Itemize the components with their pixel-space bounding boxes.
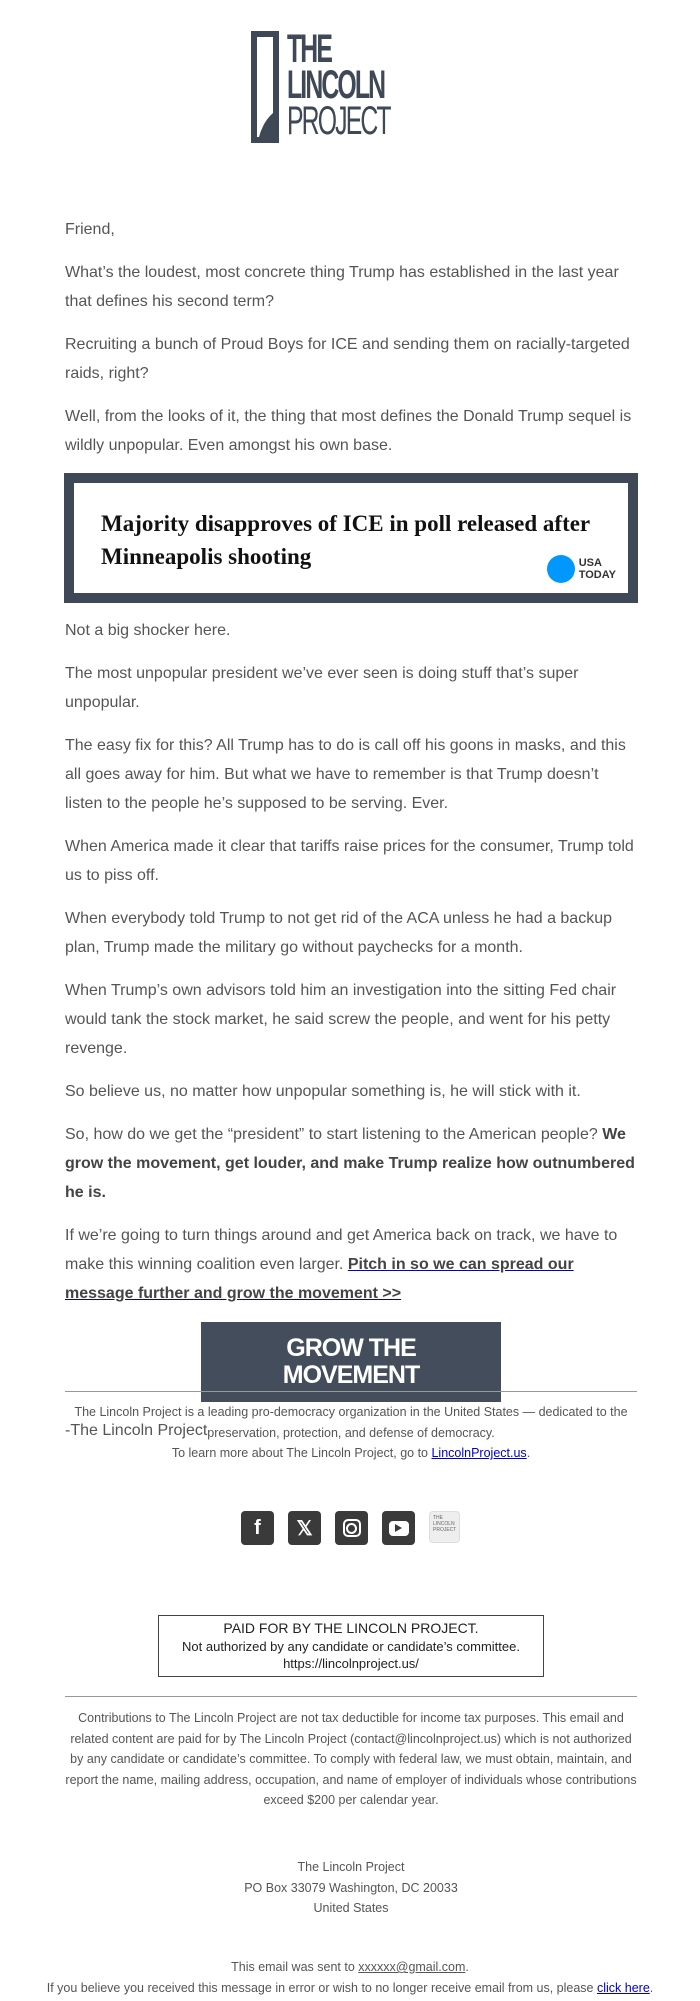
paragraph: What’s the loudest, most concrete thing Trump has established in the last year that defines his second term? [65,264,619,310]
paragraph: So believe us, no matter how unpopular something is, he will stick with it. [65,1083,581,1100]
unsubscribe-section: This email was sent to xxxxxx@gmail.com. If you believe you received this message in error or wish to no longer receive email from us, please click here. [46,1960,654,1995]
contributions-disclaimer: Contributions to The Lincoln Project are not tax deductible for income tax purposes. This email and related content are paid for by The Lincoln Project (contact@lincolnproject.us) which is not authorized by any candidate or candidate’s committee. To comply with federal law, we must obtain, maintain, and report the name, mailing address, occupation, and name of employer of individuals whose contributions exceed $200 per calendar year. [65,1711,637,1807]
donate-link[interactable]: Pitch in so we can spread our message further and grow the movement >> [65,1256,574,1302]
logo-line: LINCOLN [287,63,385,107]
usa-today-logo: USA TODAY [547,555,616,583]
paragraph: When America made it clear that tariffs raise prices for the consumer, Trump told us to piss off. [65,838,634,884]
facebook-icon[interactable]: f [241,1511,274,1545]
lincoln-project-logo [251,27,453,143]
paid-for-disclaimer: PAID FOR BY THE LINCOLN PROJECT. Not authorized by any candidate or candidate’s committee. https://lincolnproject.us/ [158,1615,544,1677]
paragraph: The most unpopular president we’ve ever seen is doing stuff that’s super unpopular. [65,665,579,711]
recipient-email[interactable]: xxxxxx@gmail.com [358,1960,466,1974]
social-links [241,1511,460,1545]
about-text: The Lincoln Project is a leading pro-democracy organization in the United States — dedicated to the preservation, protection, and defense of democracy. To learn more about The Lincoln Project, go to LincolnProject.us. [74,1405,628,1460]
paragraph: When Trump’s own advisors told him an investigation into the sitting Fed chair would tank the stock market, he said screw the people, and went for his petty revenge. [65,982,617,1057]
instagram-icon[interactable] [335,1511,368,1545]
paragraph: The easy fix for this? All Trump has to do is call off his goons in masks, and this all goes away for him. But what we have to remember is that Trump doesn’t listen to the people he’s supposed to be serving. Ever. [65,737,626,812]
news-headline: Majority disapproves of ICE in poll released after Minneapolis shooting [101,511,590,569]
mailing-address: The Lincoln Project PO Box 33079 Washington, DC 20033 United States [244,1860,458,1915]
news-headline-image[interactable] [65,474,637,602]
logo-line: THE [287,27,332,71]
grow-the-movement-button[interactable]: GROW THE MOVEMENT [201,1322,501,1402]
email-body [65,215,637,1459]
paragraph: Recruiting a bunch of Proud Boys for ICE and sending them on racially-targeted raids, right? [65,336,630,382]
divider [65,1391,637,1392]
signoff: -The Lincoln Project [65,1422,208,1439]
x-icon[interactable]: 𝕏 [288,1511,321,1545]
lincoln-portrait-icon [251,31,279,143]
paragraph: If we’re going to turn things around and get America back on track, we have to make this winning coalition even larger. Pitch in so we can spread our message further and grow the movement >> [65,1227,618,1302]
greeting: Friend, [65,221,115,238]
usa-today-dot-icon [547,555,575,583]
paragraph: Not a big shocker here. [65,622,231,639]
divider [65,1696,637,1697]
paragraph: When everybody told Trump to not get rid of the ACA unless he had a backup plan, Trump made the military go without paychecks for a month. [65,910,612,956]
bold-text: We grow the movement, get louder, and make Trump realize how outnumbered he is. [65,1126,635,1201]
paragraph: So, how do we get the “president” to start listening to the American people? We grow the movement, get louder, and make Trump realize how outnumbered he is. [65,1126,635,1201]
paragraph: Well, from the looks of it, the thing that most defines the Donald Trump sequel is wildly unpopular. Even amongst his own base. [65,408,632,454]
lincoln-project-icon[interactable]: THE LINCOLN PROJECT [429,1511,460,1543]
lincolnproject-link[interactable]: LincolnProject.us [431,1446,527,1460]
logo-line: PROJECT [287,99,391,143]
unsubscribe-link[interactable]: click here [596,1980,650,1995]
youtube-icon[interactable] [382,1511,415,1545]
